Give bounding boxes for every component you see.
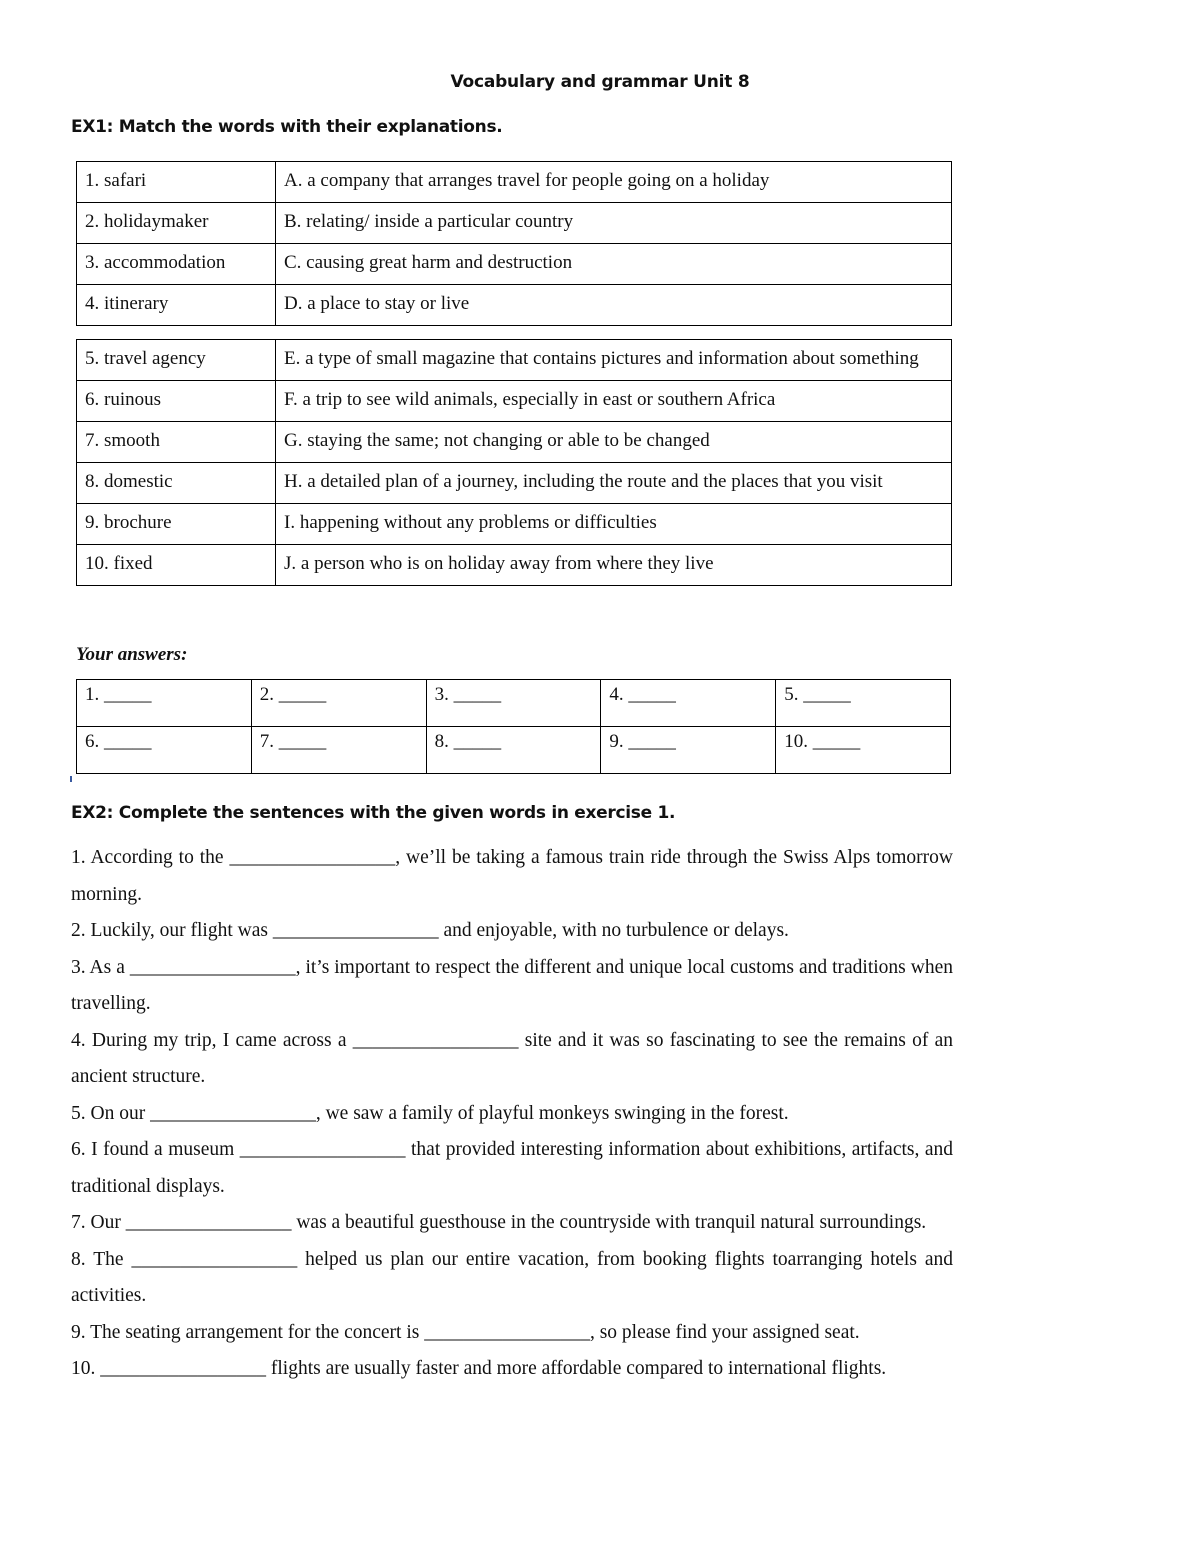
text-cursor-mark [70, 776, 72, 782]
word-cell: 4. itinerary [77, 285, 276, 326]
table-row [77, 680, 951, 727]
answers-table [76, 679, 951, 774]
word-cell: 5. travel agency [77, 340, 276, 381]
table-row [77, 162, 952, 203]
answer-cell[interactable]: 9. _____ [601, 727, 776, 774]
definition-cell: H. a detailed plan of a journey, including the route and the places that you visit [276, 463, 952, 504]
answer-cell[interactable]: 10. _____ [776, 727, 951, 774]
table-row [77, 545, 952, 586]
ex1-heading: EX1: Match the words with their explanations. [71, 117, 503, 137]
definition-cell: F. a trip to see wild animals, especially in east or southern Africa [276, 381, 952, 422]
table-row [77, 422, 952, 463]
sentence-list [71, 840, 953, 1388]
definition-cell: I. happening without any problems or difficulties [276, 504, 952, 545]
ex2-heading: EX2: Complete the sentences with the given words in exercise 1. [71, 803, 676, 823]
definition-cell: C. causing great harm and destruction [276, 244, 952, 285]
word-cell: 2. holidaymaker [77, 203, 276, 244]
answer-cell[interactable]: 3. _____ [426, 680, 601, 727]
list-item: 9. The seating arrangement for the concert is _________________, so please find your assigned seat. [71, 1321, 860, 1343]
list-item: 5. On our _________________, we saw a family of playful monkeys swinging in the forest. [71, 1102, 789, 1124]
list-item: 6. I found a museum _________________ that provided interesting information about exhibitions, artifacts, and traditional displays. [71, 1139, 953, 1197]
list-item: 2. Luckily, our flight was _________________ and enjoyable, with no turbulence or delays. [71, 920, 789, 941]
list-item: 8. The _________________ helped us plan our entire vacation, from booking flights toarranging hotels and activities. [71, 1248, 953, 1306]
list-item: 4. During my trip, I came across a _________________ site and it was so fascinating to see the remains of an ancient structure. [71, 1029, 953, 1087]
definition-cell: G. staying the same; not changing or able to be changed [276, 422, 952, 463]
answer-cell[interactable]: 7. _____ [251, 727, 426, 774]
table-row [77, 381, 952, 422]
list-item: 1. According to the _________________, we’ll be taking a famous train ride through the Swiss Alps tomorrow morning. [71, 847, 953, 905]
word-cell: 8. domestic [77, 463, 276, 504]
answer-cell[interactable]: 5. _____ [776, 680, 951, 727]
word-cell: 6. ruinous [77, 381, 276, 422]
page-title: Vocabulary and grammar Unit 8 [450, 72, 750, 92]
table-row [77, 727, 951, 774]
answer-cell[interactable]: 8. _____ [426, 727, 601, 774]
table-row [77, 285, 952, 326]
answer-cell[interactable]: 2. _____ [251, 680, 426, 727]
word-cell: 7. smooth [77, 422, 276, 463]
answer-cell[interactable]: 1. _____ [77, 680, 252, 727]
definition-cell: A. a company that arranges travel for people going on a holiday [276, 162, 952, 203]
list-item: 3. As a _________________, it’s important to respect the different and unique local customs and traditions when travelling. [71, 956, 953, 1014]
answer-cell[interactable]: 4. _____ [601, 680, 776, 727]
answer-cell[interactable]: 6. _____ [77, 727, 252, 774]
table-row [77, 244, 952, 285]
table-row [77, 504, 952, 545]
definition-cell: B. relating/ inside a particular country [276, 203, 952, 244]
your-answers-label: Your answers: [76, 644, 188, 665]
definition-cell: E. a type of small magazine that contains pictures and information about something [276, 340, 952, 381]
definition-cell: D. a place to stay or live [276, 285, 952, 326]
table-row [77, 203, 952, 244]
table-row [77, 463, 952, 504]
match-table-2 [76, 339, 952, 586]
word-cell: 9. brochure [77, 504, 276, 545]
word-cell: 3. accommodation [77, 244, 276, 285]
word-cell: 10. fixed [77, 545, 276, 586]
table-row [77, 340, 952, 381]
list-item: 7. Our _________________ was a beautiful guesthouse in the countryside with tranquil natural surroundings. [71, 1212, 927, 1233]
match-table-1 [76, 161, 952, 326]
word-cell: 1. safari [77, 162, 276, 203]
definition-cell: J. a person who is on holiday away from where they live [276, 545, 952, 586]
list-item: 10. _________________ flights are usually faster and more affordable compared to international flights. [71, 1358, 887, 1379]
